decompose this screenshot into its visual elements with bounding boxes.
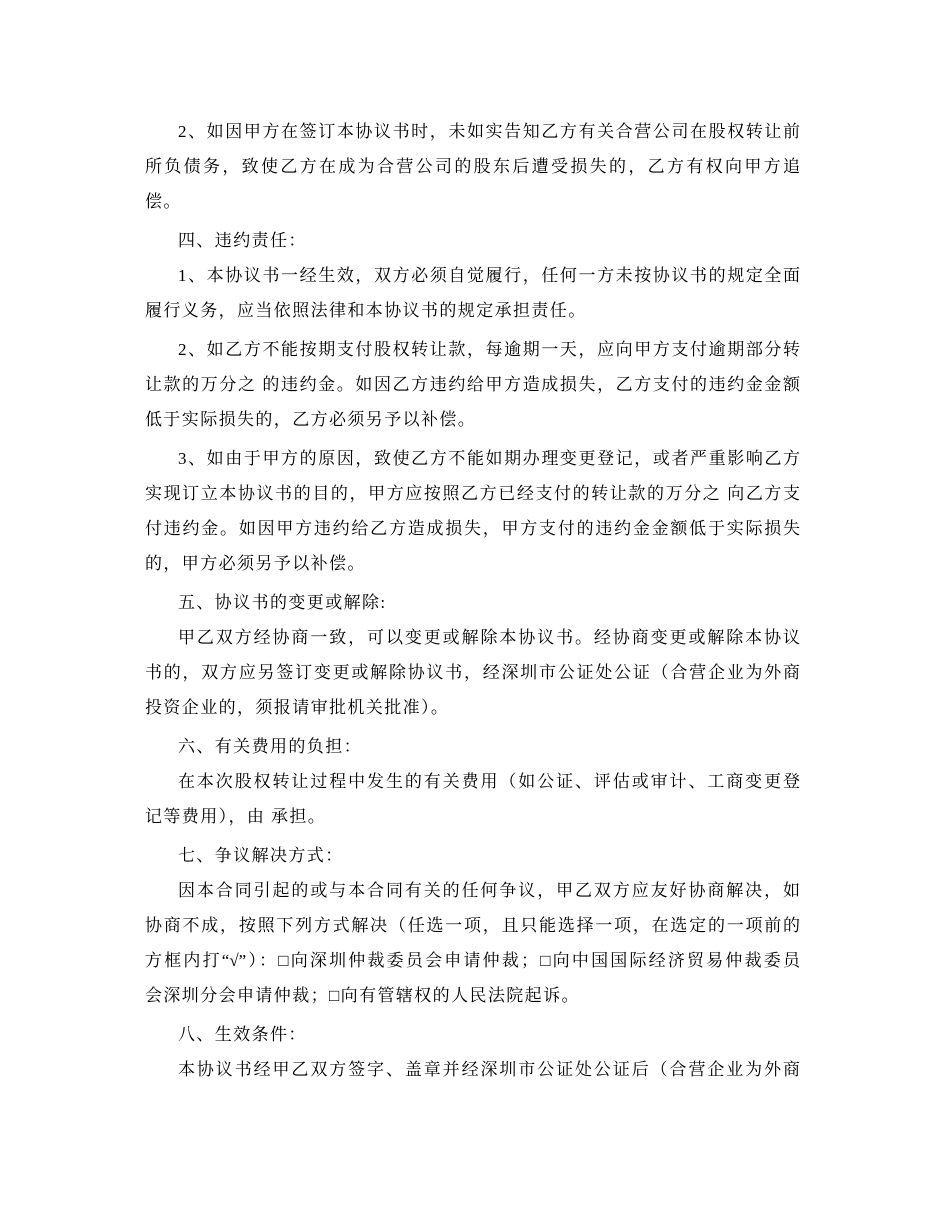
text-line: 甲乙双方经协商一致，可以变更或解除本协议书。经协商变更或解除本协议 xyxy=(178,628,800,647)
text-line: 因本合同引起的或与本合同有关的任何争议，甲乙双方应友好协商解决，如 xyxy=(178,881,800,900)
text-line: 在本次股权转让过程中发生的有关费用（如公证、评估或审计、工商变更登 xyxy=(178,772,800,791)
text-line: 本协议书经甲乙双方签字、盖章并经深圳市公证处公证后（合营企业为外商 xyxy=(178,1060,800,1079)
clause-dispute-resolution xyxy=(145,873,800,1013)
text-line: 所负债务，致使乙方在成为合营公司的股东后遭受损失的，乙方有权向甲方追 xyxy=(145,157,800,176)
document-page xyxy=(145,114,800,1091)
clause-registration-delay-penalty xyxy=(145,441,800,581)
text-line: 3、如由于甲方的原因，致使乙方不能如期办理变更登记，或者严重影响乙方 xyxy=(178,449,800,468)
text-line: 投资企业的，须报请审批机关批准）。 xyxy=(145,698,450,717)
text-line: 书的，双方应另签订变更或解除协议书，经深圳市公证处公证（合营企业为外商 xyxy=(145,663,800,682)
text-line: 2、如乙方不能按期支付股权转让款，每逾期一天，应向甲方支付逾期部分转 xyxy=(178,340,800,359)
text-line: 会深圳分会申请仲裁；□向有管辖权的人民法院起诉。 xyxy=(145,986,580,1005)
text-line: 让款的万分之 的违约金。如因乙方违约给甲方造成损失，乙方支付的违约金金额 xyxy=(145,375,800,394)
section-heading: 六、有关费用的负担： xyxy=(178,737,362,756)
section-heading: 七、争议解决方式： xyxy=(178,846,344,865)
text-line: 的，甲方必须另予以补偿。 xyxy=(145,554,366,573)
section-heading: 八、生效条件： xyxy=(178,1025,307,1044)
text-line: 1、本协议书一经生效，双方必须自觉履行，任何一方未按协议书的规定全面 xyxy=(178,266,800,285)
clause-late-payment-penalty xyxy=(145,332,800,437)
text-line: 2、如因甲方在签订本协议书时，未如实告知乙方有关合营公司在股权转让前 xyxy=(178,122,800,141)
clause-breach-general xyxy=(145,258,800,328)
heading-effective-conditions xyxy=(145,1017,800,1052)
text-line: 方框内打“√”）：□向深圳仲裁委员会申请仲裁；□向中国国际经济贸易仲裁委员 xyxy=(145,951,800,970)
section-heading: 五、协议书的变更或解除: xyxy=(178,593,387,612)
heading-breach-liability xyxy=(145,223,800,258)
text-line: 协商不成，按照下列方式解决（任选一项，且只能选择一项，在选定的一项前的 xyxy=(145,916,800,935)
text-line: 记等费用），由 承担。 xyxy=(145,807,327,826)
clause-debt-compensation xyxy=(145,114,800,219)
heading-amendment-termination xyxy=(145,585,800,620)
clause-amendment-termination xyxy=(145,620,800,725)
clause-effective-conditions xyxy=(145,1052,800,1087)
text-line: 低于实际损失的，乙方必须另予以补偿。 xyxy=(145,410,477,429)
text-line: 履行义务，应当依照法律和本协议书的规定承担责任。 xyxy=(145,301,587,320)
text-line: 付违约金。如因甲方违约给乙方造成损失，甲方支付的违约金金额低于实际损失 xyxy=(145,519,800,538)
clause-fees xyxy=(145,764,800,834)
text-line: 实现订立本协议书的目的，甲方应按照乙方已经支付的转让款的万分之 向乙方支 xyxy=(145,484,800,503)
text-line: 偿。 xyxy=(145,192,182,211)
heading-dispute-resolution xyxy=(145,838,800,873)
heading-fees xyxy=(145,729,800,764)
section-heading: 四、违约责任： xyxy=(178,231,307,250)
